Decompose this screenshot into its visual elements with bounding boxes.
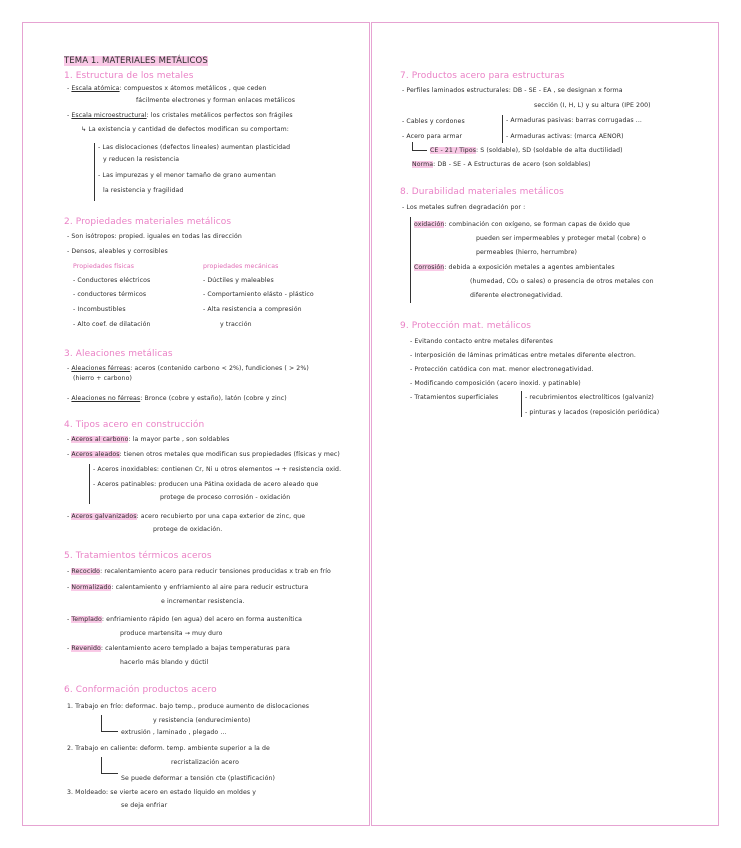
s8-brace	[410, 217, 411, 303]
s7-cables: - Cables y cordones	[402, 118, 465, 125]
s7-norm: Norma: DB - SE - A Estructuras de acero (son soldables)	[412, 161, 591, 168]
s2-line1: - Son isótropos: propied. iguales en todas las dirección	[67, 233, 242, 240]
s7-arrow	[412, 142, 427, 151]
s7-active: - Armaduras activas: (marca AENOR)	[506, 133, 624, 140]
s1-impurities: - Las impurezas y el menor tamaño de grano aumentan	[98, 172, 276, 179]
s6-molding-2: se deja enfriar	[121, 802, 168, 809]
s5-quenching-2: produce martensita → muy duro	[120, 630, 223, 637]
s7-rebar: - Acero para armar	[402, 133, 463, 140]
section-3-heading: 3. Aleaciones metálicas	[64, 349, 173, 359]
s6-arrow-1	[101, 715, 118, 732]
s3-nonferrous: - Aleaciones no férreas: Bronce (cobre y estaño), latón (cobre y zinc)	[67, 395, 287, 402]
s8-oxidation-3: permeables (hierro, herrumbre)	[476, 249, 578, 256]
s4-brace	[89, 464, 90, 504]
s8-corrosion-2: (humedad, CO₂ o sales) o presencia de otros metales con	[470, 278, 654, 285]
s7-passive: - Armaduras pasivas: barras corrugadas ...	[506, 117, 642, 124]
s1-brace	[94, 143, 95, 201]
s2-mechanical-4: y tracción	[220, 321, 252, 328]
s8-corrosion-3: diferente electronegatividad.	[470, 292, 563, 299]
s4-weathering-2: protege de proceso corrosión - oxidación	[160, 494, 291, 501]
s2-physical-1: - Conductores eléctricos	[73, 277, 151, 284]
s7-profiles: - Perfiles laminados estructurales: DB - SE - EA , se designan x forma	[402, 87, 623, 94]
s1-dislocations-2: y reducen la resistencia	[103, 156, 180, 163]
section-5-heading: 5. Tratamientos térmicos aceros	[64, 551, 212, 561]
s6-hot-work-2: recristalización acero	[171, 759, 239, 766]
s9-item-3: - Protección catódica con mat. menor electronegatividad.	[410, 366, 594, 373]
section-8-heading: 8. Durabilidad materiales metálicos	[400, 187, 564, 197]
s4-alloyed: - Aceros aleados: tienen otros metales que modifican sus propiedades (físicas y mec)	[67, 451, 340, 458]
section-9-heading: 9. Protección mat. metálicos	[400, 321, 532, 331]
section-6-heading: 6. Conformación productos acero	[64, 685, 217, 695]
s6-cold-work: 1. Trabajo en frío: deformac. bajo temp., produce aumento de dislocaciones	[67, 703, 310, 710]
s1-impurities-2: la resistencia y fragilidad	[103, 187, 184, 194]
s6-hot-work-3: Se puede deformar a tensión cte (plastificación)	[121, 775, 276, 782]
s8-oxidation-2: pueden ser impermeables y proteger metal (cobre) o	[476, 235, 646, 242]
page-title: TEMA 1. MATERIALES METÁLICOS	[64, 56, 208, 66]
s8-corrosion: Corrosión: debida a exposición metales a agentes ambientales	[414, 264, 615, 271]
section-1-heading: 1. Estructura de los metales	[64, 71, 194, 81]
section-4-heading: 4. Tipos acero en construcción	[64, 420, 205, 430]
s6-arrow-2	[101, 757, 118, 774]
left-page	[22, 22, 370, 826]
s9-item-5: - Tratamientos superficiales	[410, 394, 499, 401]
s8-intro: - Los metales sufren degradación por :	[402, 204, 526, 211]
s6-hot-work: 2. Trabajo en caliente: deform. temp. ambiente superior a la de	[67, 745, 270, 752]
s1-dislocations: - Las dislocaciones (defectos lineales) aumentan plasticidad	[98, 144, 291, 151]
s1-atomic-line2: fácilmente electrones y forman enlaces metálicos	[136, 97, 296, 104]
s2-physical-2: - conductores térmicos	[73, 291, 147, 298]
section-7-heading: 7. Productos acero para estructuras	[400, 71, 565, 81]
s2-physical-3: - Incombustibles	[73, 306, 126, 313]
s9-item-5a: - recubrimientos electrolíticos (galvaniz)	[525, 394, 654, 401]
s4-weathering: - Aceros patinables: producen una Pátina oxidada de acero aleado que	[93, 481, 319, 488]
s2-physical-head: Propiedades físicas	[73, 263, 135, 270]
s5-annealing: - Recocido: recalentamiento acero para reducir tensiones producidas x trab en frío	[67, 568, 331, 575]
s3-ferrous-2: (hierro + carbono)	[73, 375, 132, 382]
s5-quenching: - Templado: enfriamiento rápido (en agua) del acero en forma austenítica	[67, 616, 302, 623]
section-2-heading: 2. Propiedades materiales metálicos	[64, 217, 232, 227]
s4-carbon: - Aceros al carbono: la mayor parte , son soldables	[67, 436, 230, 443]
s9-item-2: - Interposición de láminas primáticas entre metales diferente electron.	[410, 352, 636, 359]
s9-item-1: - Evitando contacto entre metales diferentes	[410, 338, 553, 345]
s2-mechanical-2: - Comportamiento elásto - plástico	[203, 291, 314, 298]
s6-molding: 3. Moldeado: se vierte acero en estado líquido en moldes y	[67, 789, 257, 796]
s9-item-4: - Modificando composición (acero inoxid. y patinable)	[410, 380, 581, 387]
s8-oxidation: oxidación: combinación con oxígeno, se forman capas de óxido que	[414, 221, 631, 228]
s1-defects-line: ↳ La existencia y cantidad de defectos modifican su comportam:	[81, 126, 289, 133]
s2-mechanical-head: propiedades mecánicas	[203, 263, 279, 270]
s1-atomic-line: - Escala atómica: compuestos x átomos metálicos , que ceden	[67, 85, 267, 92]
s2-line2: - Densos, aleables y corrosibles	[67, 248, 168, 255]
s4-galvanized-2: protege de oxidación.	[153, 526, 223, 533]
s7-profiles-2: sección (I, H, L) y su altura (IPE 200)	[534, 102, 651, 109]
s4-stainless: - Aceros inoxidables: contienen Cr, Ni u otros elementos → + resistencia oxid.	[93, 466, 342, 473]
s2-mechanical-3: - Alta resistencia a compresión	[203, 306, 302, 313]
s9-item-5b: - pinturas y lacados (reposición periódica)	[525, 409, 660, 416]
s5-tempering-2: hacerlo más blando y dúctil	[120, 659, 209, 666]
s5-normalizing-2: e incrementar resistencia.	[161, 598, 245, 605]
s1-micro-line: - Escala microestructural: los cristales metálicos perfectos son frágiles	[67, 112, 293, 119]
s5-normalizing: - Normalizado: calentamiento y enfriamiento al aire para reducir estructura	[67, 584, 309, 591]
s5-tempering: - Revenido: calentamiento acero templado a bajas temperaturas para	[67, 645, 290, 652]
s2-physical-4: - Alto coef. de dilatación	[73, 321, 151, 328]
s7-types: CE - 21 / Tipos: S (soldable), SD (soldable de alta ductilidad)	[430, 147, 623, 154]
s2-mechanical-1: - Dúctiles y maleables	[203, 277, 274, 284]
s7-brace	[502, 115, 503, 143]
right-page	[371, 22, 719, 826]
s6-cold-work-2: y resistencia (endurecimiento)	[153, 717, 251, 724]
s6-cold-work-3: extrusión , laminado , plegado ...	[121, 729, 227, 736]
s9-brace	[521, 391, 522, 417]
s3-ferrous: - Aleaciones férreas: aceros (contenido carbono < 2%), fundiciones ( > 2%)	[67, 365, 309, 372]
s4-galvanized: - Aceros galvanizados: acero recubierto por una capa exterior de zinc, que	[67, 513, 306, 520]
